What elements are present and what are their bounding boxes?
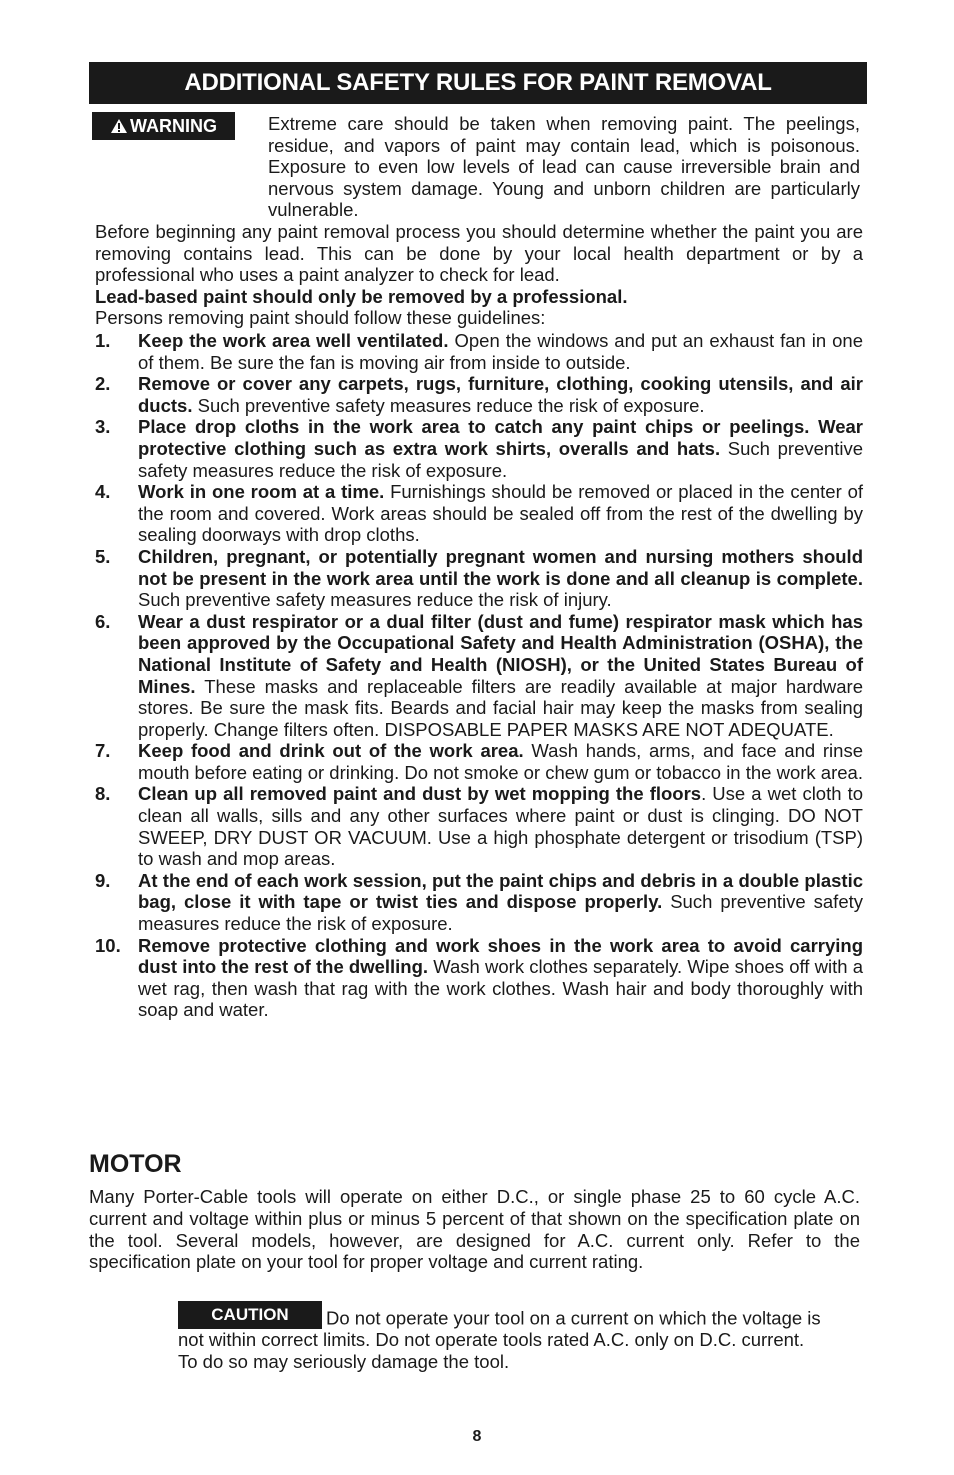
intro-guidelines-lead: Persons removing paint should follow these guidelines: <box>95 307 546 329</box>
rule-bold-text: At the end of each work session, put the paint chips and debris in a double plastic bag, close it with tape or twist ties and dispose properly. <box>138 869 863 913</box>
motor-heading: MOTOR <box>89 1150 182 1178</box>
rule-text: Such preventive safety measures reduce the risk of exposure. <box>138 891 863 935</box>
caution-block <box>178 1301 826 1372</box>
rule-item <box>95 416 863 481</box>
intro-block <box>95 221 863 329</box>
intro-bold-statement: Lead-based paint should only be removed by a professional. <box>95 285 628 307</box>
rule-item <box>95 935 863 1021</box>
rule-text: Wash hands, arms, and face and rinse mouth before eating or drinking. Do not smoke or chew gum or tobacco in the work area. <box>138 740 863 783</box>
rule-bold-text: Children, pregnant, or potentially pregnant women and nursing mothers should not be present in the work area until the work is done and all cleanup is complete. <box>138 545 863 589</box>
warning-text: Extreme care should be taken when removing paint. The peelings, residue, and vapors of paint may contain lead, which is poisonous. Exposure to even low levels of lead can cause irreversible brain and nervous system damage. Young and unborn children are particularly vulnerable. <box>268 113 860 221</box>
rule-bold-text: Keep the work area well ventilated. <box>138 330 449 351</box>
rule-text: Furnishings should be removed or placed in the center of the room and covered. Work areas should be sealed off from the rest of the dwelling by sealing doorways with drop cloths. <box>138 481 863 546</box>
rule-item <box>95 611 863 741</box>
rule-number: 7. <box>95 740 111 762</box>
rule-item <box>95 740 863 783</box>
section-header <box>89 62 867 104</box>
rule-number: 1. <box>95 330 111 351</box>
rule-bold-text: Work in one room at a time. <box>138 481 385 503</box>
rule-item <box>95 330 863 373</box>
warning-badge <box>92 112 235 140</box>
rule-bold-text: Clean up all removed paint and dust by wet mopping the floors <box>138 783 702 805</box>
rule-bold-text: Keep food and drink out of the work area. <box>138 740 524 762</box>
rule-text: Open the windows and put an exhaust fan in one of them. Be sure the fan is moving air from inside to outside. <box>138 330 864 373</box>
rule-text: Such preventive safety measures reduce the risk of exposure. <box>192 394 705 416</box>
rule-item <box>95 481 863 546</box>
section-title: ADDITIONAL SAFETY RULES FOR PAINT REMOVAL <box>184 69 772 96</box>
rule-number: 10. <box>95 934 121 956</box>
rule-text: Such preventive safety measures reduce the risk of injury. <box>138 589 612 611</box>
rule-bold-text: Place drop cloths in the work area to catch any paint chips or peelings. Wear protective clothing such as extra work shirts, overalls and hats. <box>138 416 863 459</box>
rule-text: Such preventive safety measures reduce the risk of exposure. <box>138 437 863 481</box>
rule-text: . Use a wet cloth to clean all walls, sills and any other surfaces where paint or dust is clinging. DO NOT SWEEP, DRY DUST OR VACUUM. Use a high phosphate detergent or trisodium (TSP) to wash and mop areas. <box>138 783 864 870</box>
rule-number: 5. <box>95 545 111 567</box>
rule-bold-text: Remove protective clothing and work shoes in the work area to avoid carrying dust into the rest of the dwelling. <box>138 934 863 978</box>
rule-text: These masks and replaceable filters are readily available at major hardware stores. Be sure the mask fits. Beards and facial hair may keep the masks from sealing properly. Change filters often. DISPOSABLE PAPER MASKS ARE NOT ADEQUATE. <box>138 675 863 740</box>
rule-bold-text: Wear a dust respirator or a dual filter (dust and fume) respirator mask which has been approved by the Occupational Safety and Health Administration (OSHA), the National Institute of Safety and Health (NIOSH), or the United States Bureau of Mines. <box>138 610 863 697</box>
rule-number: 9. <box>95 869 111 891</box>
rule-bold-text: Remove or cover any carpets, rugs, furniture, clothing, cooking utensils, and air ducts. <box>138 373 863 416</box>
motor-paragraph: Many Porter-Cable tools will operate on either D.C., or single phase 25 to 60 cycle A.C. current and voltage within plus or minus 5 percent of that shown on the specification plate on the tool. Several models, however, are designed for A.C. current only. Refer to the specification plate on your tool for proper voltage and current rating. <box>89 1186 860 1273</box>
caution-text: Do not operate your tool on a current on which the voltage is not within correct limits. Do not operate tools rated A.C. only on D.C. current. To do so may seriously damage the tool. <box>178 1307 821 1372</box>
warning-label: WARNING <box>130 115 217 136</box>
rule-text: Wash work clothes separately. Wipe shoes off with a wet rag, then wash that rag with the work clothes. Wash hair and body thoroughly with soap and water. <box>138 956 863 1021</box>
caution-badge: CAUTION <box>178 1301 322 1329</box>
rule-item <box>95 870 863 935</box>
intro-paragraph: Before beginning any paint removal process you should determine whether the paint you are removing contains lead. This can be done by your local health department or by a professional who uses a paint analyzer to check for lead. <box>95 221 863 286</box>
warning-triangle-icon <box>110 118 128 134</box>
rule-number: 3. <box>95 416 111 438</box>
rule-item <box>95 373 863 416</box>
page-number: 8 <box>472 1428 482 1445</box>
safety-rules-list <box>95 330 863 1021</box>
rule-number: 6. <box>95 610 111 632</box>
rule-number: 4. <box>95 481 111 503</box>
rule-item <box>95 546 863 611</box>
rule-number: 8. <box>95 783 111 805</box>
rule-number: 2. <box>95 373 111 395</box>
rule-item <box>95 783 863 869</box>
